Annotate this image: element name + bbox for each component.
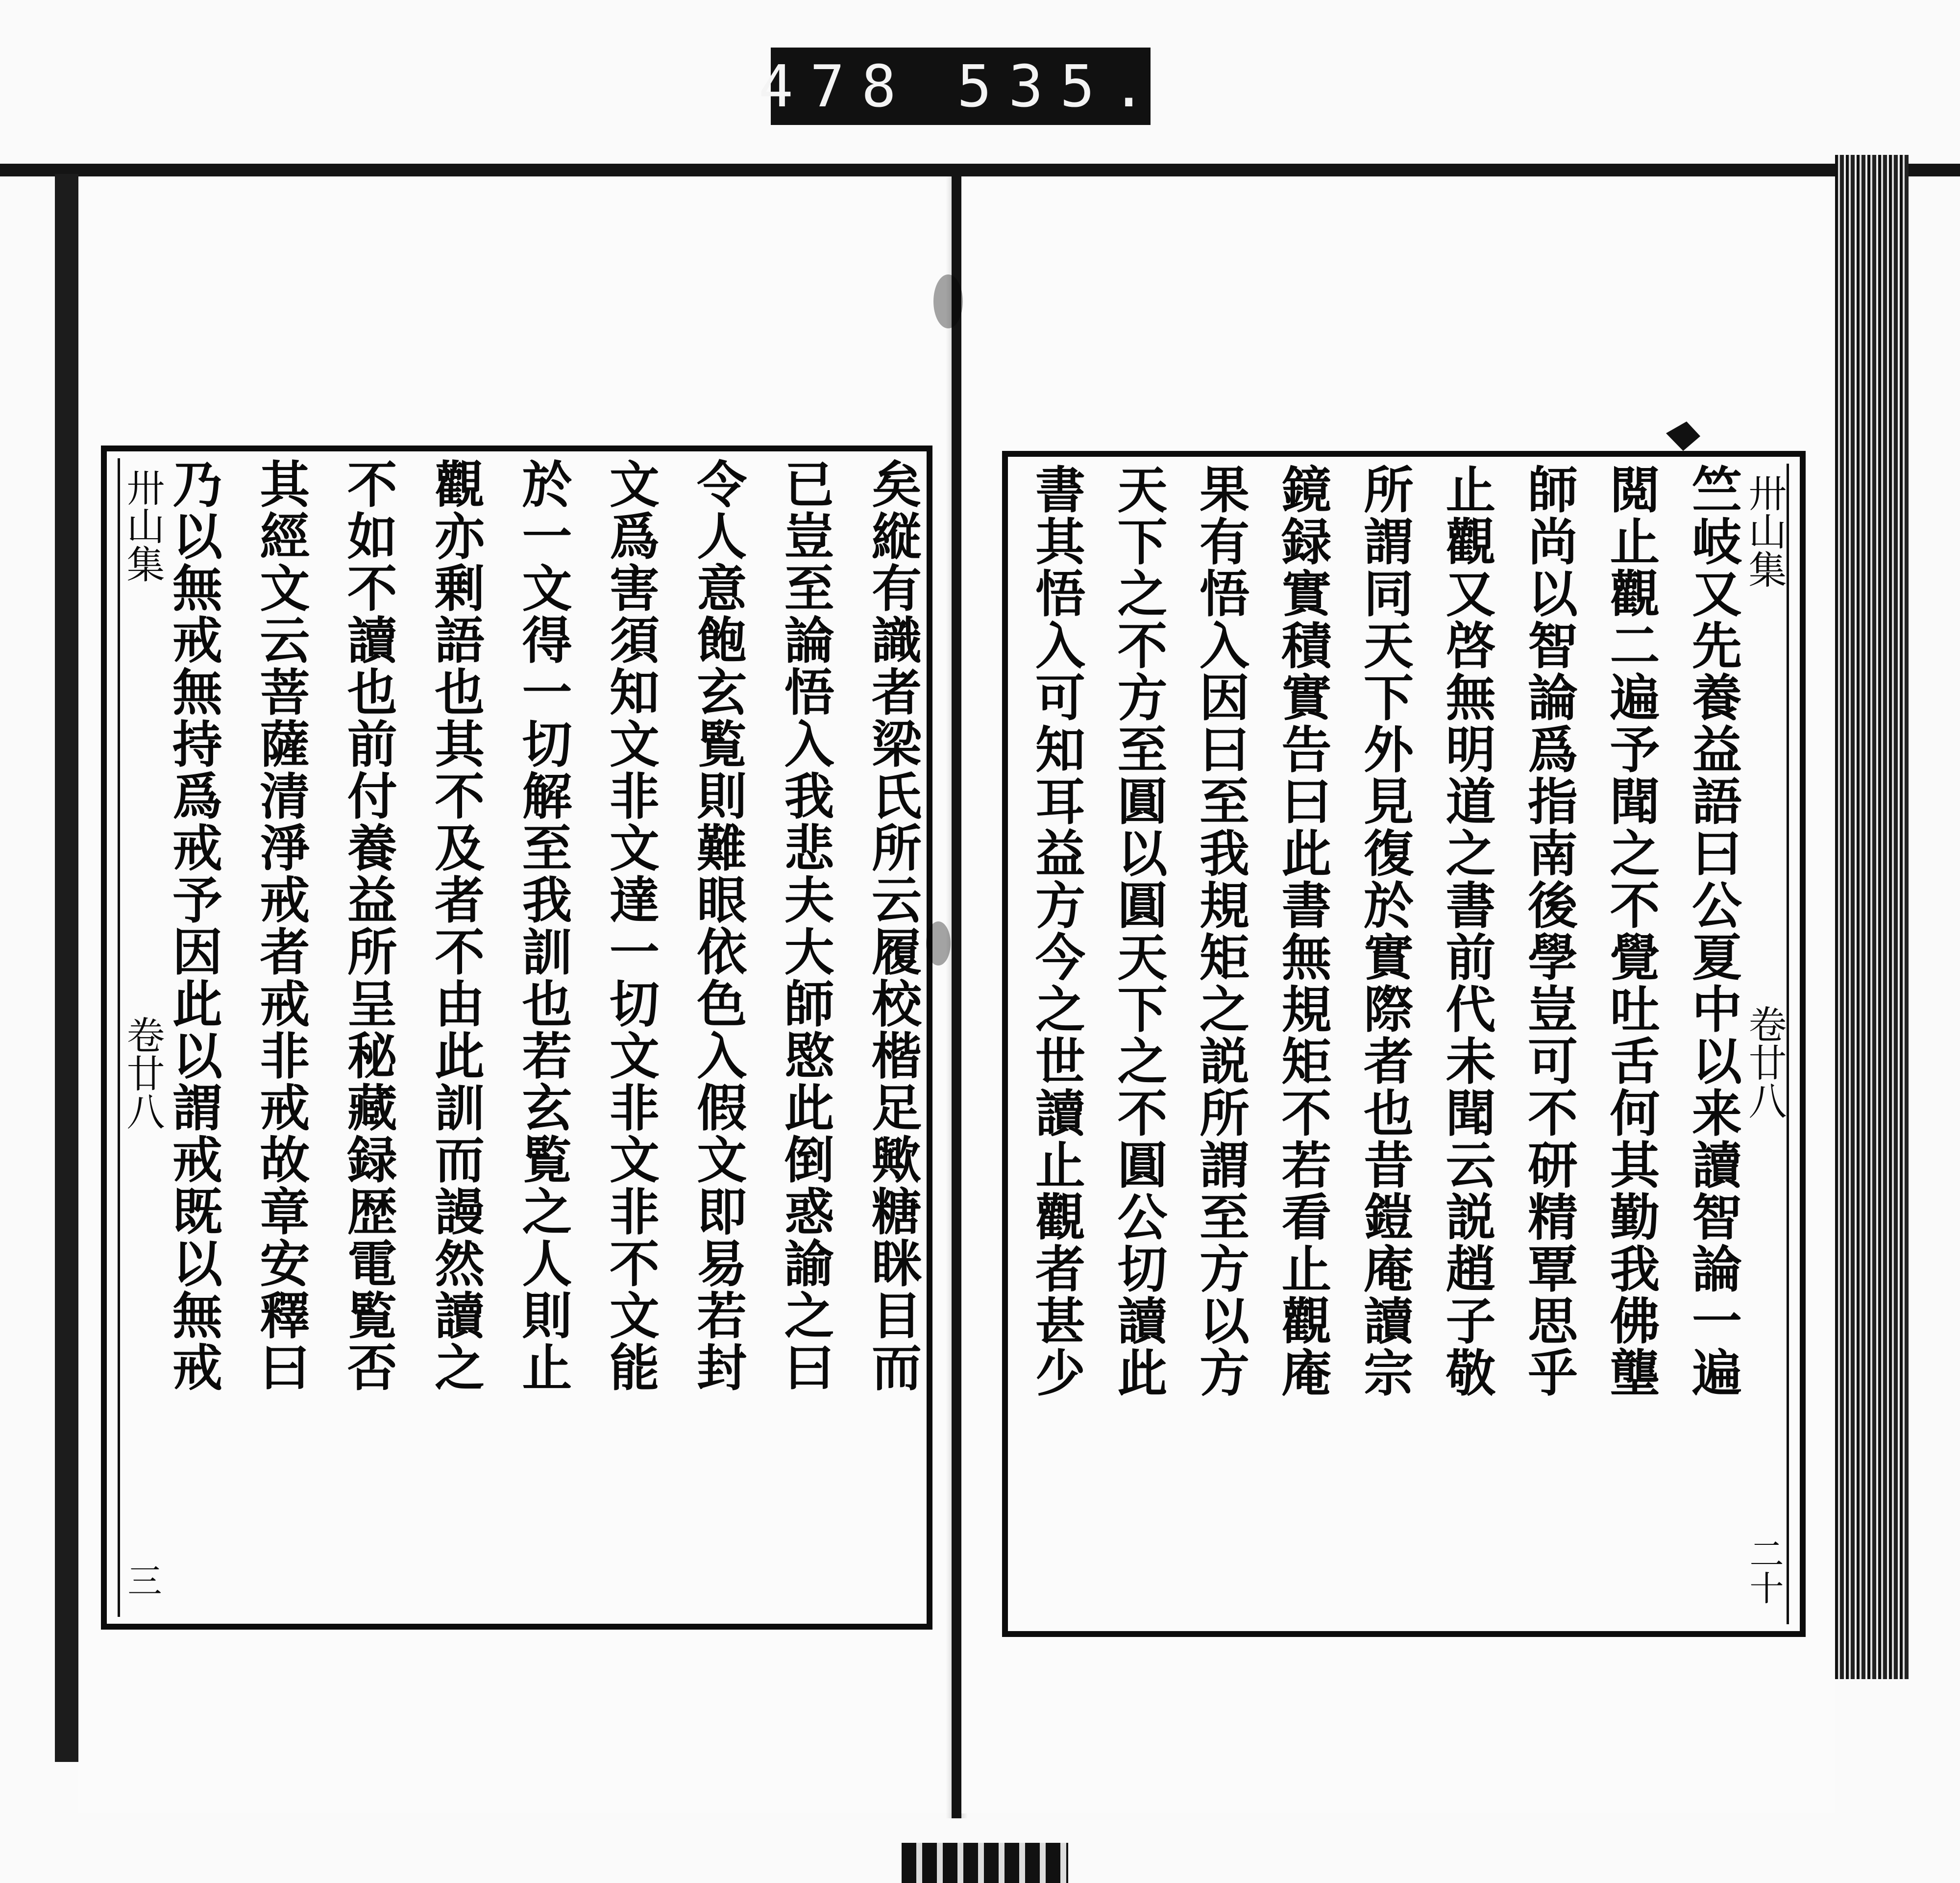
left-margin-title: 卅山集 <box>120 468 165 583</box>
left-text-column: 觀亦剰語也其不及者不由此訓而謾然讀之 <box>426 458 486 1393</box>
ink-smudge <box>926 921 951 966</box>
ink-smudge <box>933 274 963 328</box>
right-text-column: 所謂同天下外見復於實際者也昔鎧庵讀宗 <box>1355 464 1414 1399</box>
left-text-column: 其經文云菩薩清淨戒者戒非戒故章安釋曰 <box>251 458 311 1393</box>
right-margin-volume: 卷廿八 <box>1742 1005 1787 1119</box>
left-text-column: 已豈至論悟入我悲夫大師愍此倒惑諭之曰 <box>776 458 835 1393</box>
left-text-column: 乃以無戒無持爲戒予因此以謂戒既以無戒 <box>164 458 223 1393</box>
left-margin-strip <box>118 458 165 1617</box>
cover-right-edge <box>1835 155 1909 1679</box>
right-text-column: 竺岐又先養益語曰公夏中以来讀智論一遍 <box>1684 464 1742 1399</box>
left-text-column: 於一文得一切解至我訓也若玄覧之人則止 <box>514 458 573 1393</box>
bottom-binding-tab <box>902 1843 1068 1883</box>
left-text-frame <box>101 446 932 1630</box>
right-folio-number: 二十 <box>1744 1536 1784 1605</box>
right-page <box>961 176 1835 1813</box>
left-text-columns <box>165 458 922 1617</box>
scan-number-right: 535. <box>956 52 1163 120</box>
left-folio-number: 三 <box>122 1563 162 1597</box>
cover-left-edge <box>55 174 78 1762</box>
right-text-column: 鏡録實積實告曰此書無規矩不若看止觀庵 <box>1273 464 1332 1399</box>
right-text-frame <box>1002 451 1806 1637</box>
left-margin-volume: 卷廿八 <box>120 1016 165 1130</box>
right-text-column: 閲止觀二遍予聞之不覺吐舌何其勤我佛壟 <box>1601 464 1661 1399</box>
right-text-column: 天下之不方至圓以圓天下之不圓公切讀此 <box>1109 464 1168 1399</box>
left-text-column: 令人意飽玄覧則難眼依色入假文即易若封 <box>688 458 748 1393</box>
left-text-column: 不如不讀也前付養益所呈秘藏録歴電覧否 <box>339 458 398 1393</box>
binding-line <box>0 164 1960 176</box>
right-margin-strip <box>1742 464 1789 1624</box>
right-text-column: 止觀又啓無明道之書前代未聞云説趙子敬 <box>1437 464 1496 1399</box>
left-page <box>78 176 952 1813</box>
scan-label <box>758 48 1163 125</box>
right-text-column: 書其悟入可知耳益方今之世讀止觀者甚少 <box>1027 464 1086 1399</box>
right-text-column: 果有悟入因曰至我規矩之説所謂至方以方 <box>1191 464 1250 1399</box>
left-text-column: 文爲害須知文非文達一切文非文非不文能 <box>601 458 660 1393</box>
gutter-fold <box>952 176 961 1818</box>
left-text-column: 矣縦有識者梁氏所云履校楷足歟糖眯目而 <box>863 458 922 1393</box>
scan-number-left: 478 <box>758 52 913 120</box>
right-text-column: 師尚以智論爲指南後學豈可不研精覃思乎 <box>1519 464 1578 1399</box>
right-margin-title: 卅山集 <box>1742 473 1787 588</box>
right-text-columns <box>1028 464 1742 1624</box>
